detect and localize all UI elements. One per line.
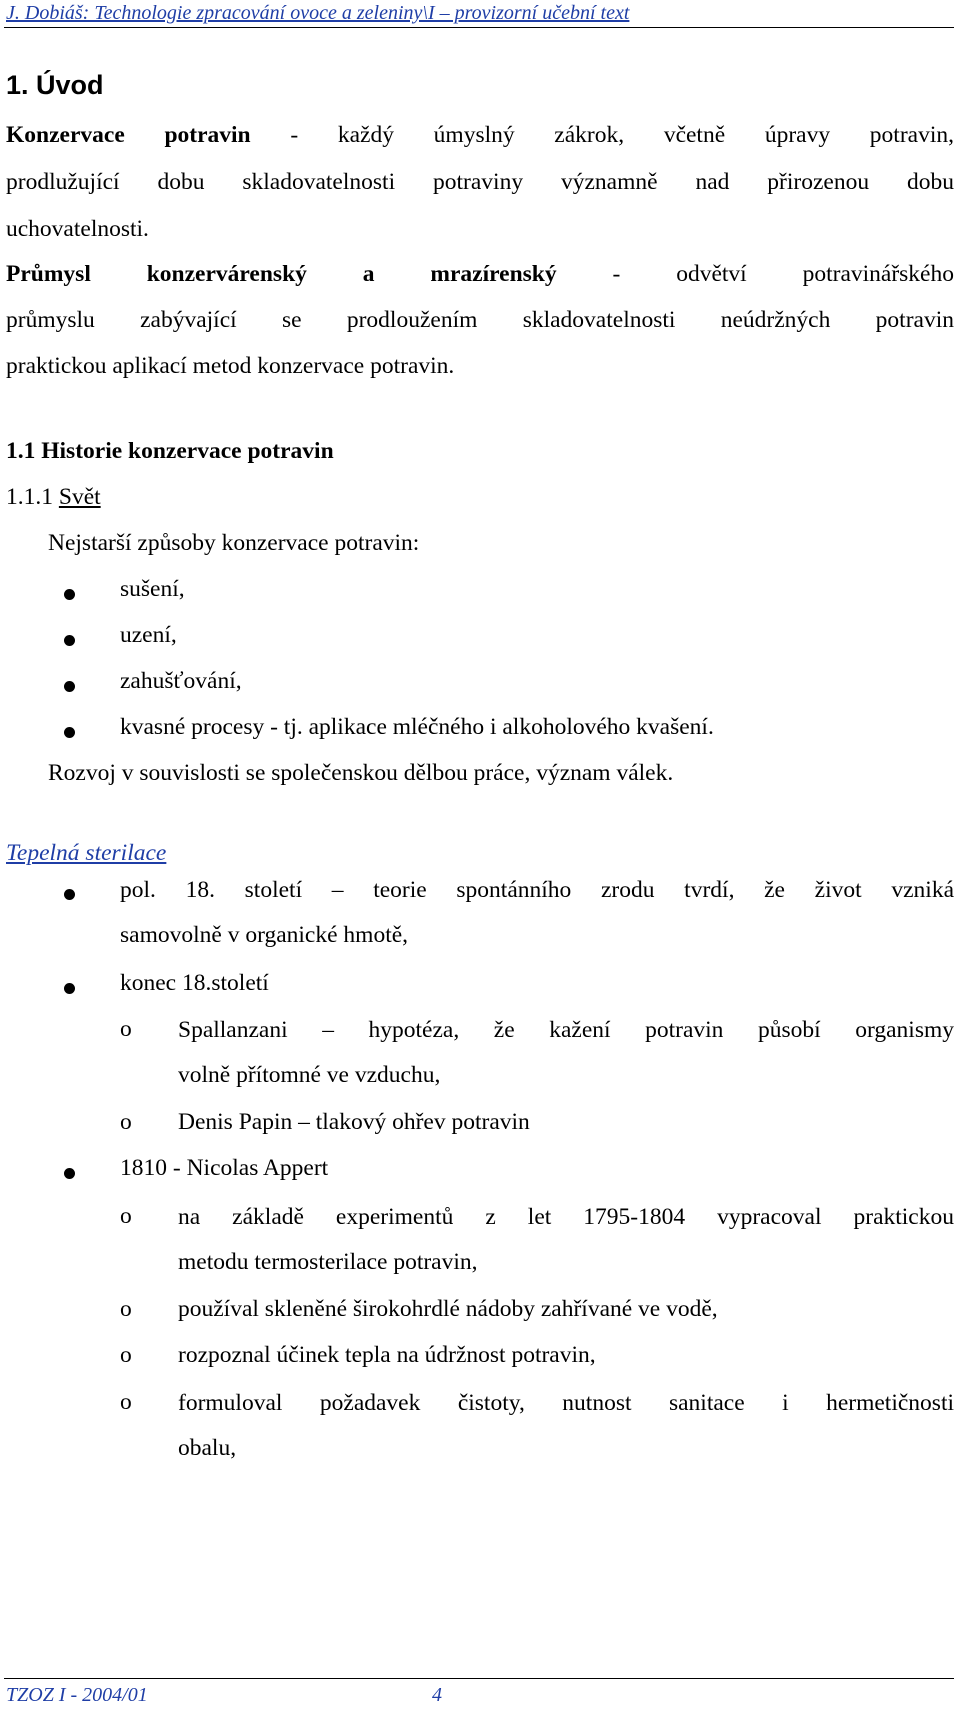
paragraph-line: průmyslu zabývající se prodloužením skladovatelnosti neúdržných potravin <box>6 307 954 333</box>
term-konzervace: Konzervace potravin <box>6 122 251 148</box>
sub-item-appert: rozpoznal účinek tepla na údržnost potravin, <box>178 1342 596 1368</box>
paragraph-text: - každý úmyslný zákrok, včetně úpravy potravin, <box>250 122 954 148</box>
bullet-icon <box>64 983 75 994</box>
thermal-item-cont: samovolně v organické hmotě, <box>120 922 409 948</box>
method-item: uzení, <box>120 622 177 648</box>
subsection-title: Svět <box>58 484 101 510</box>
sub-bullet-icon: o <box>120 1342 132 1368</box>
paragraph-line: praktickou aplikací metod konzervace potravin. <box>6 353 455 379</box>
sub-bullet-icon: o <box>120 1389 132 1415</box>
method-item: sušení, <box>120 576 185 602</box>
footer-rule <box>4 1678 954 1679</box>
sub-item-appert: na základě experimentů z let 1795-1804 vypracoval praktickou <box>178 1204 954 1230</box>
section-heading-historie: 1.1 Historie konzervace potravin <box>6 438 334 464</box>
bullet-icon <box>64 681 75 692</box>
sub-item-papin: Denis Papin – tlakový ohřev potravin <box>178 1109 530 1135</box>
method-item: kvasné procesy - tj. aplikace mléčného i alkoholového kvašení. <box>120 714 714 740</box>
paragraph-text: - odvětví potravinářského <box>556 261 954 287</box>
paragraph-line <box>6 113 954 159</box>
bullet-icon <box>64 727 75 738</box>
sub-bullet-icon: o <box>120 1109 132 1135</box>
sub-item-spallanzani: Spallanzani – hypotéza, že kažení potravin působí organismy <box>178 1017 954 1043</box>
thermal-item: konec 18.století <box>120 970 269 996</box>
running-header: J. Dobiáš: Technologie zpracování ovoce a zeleniny\I – provizorní učební text <box>6 2 630 24</box>
sub-item-appert-cont: obalu, <box>178 1435 237 1461</box>
bullet-icon <box>64 1168 75 1179</box>
sub-bullet-icon: o <box>120 1296 132 1322</box>
methods-intro: Nejstarší způsoby konzervace potravin: <box>48 530 420 556</box>
sub-item-appert-cont: metodu termosterilace potravin, <box>178 1249 478 1275</box>
sub-item-appert: formuloval požadavek čistoty, nutnost sanitace i hermetičnosti <box>178 1390 954 1416</box>
sub-item-spallanzani-cont: volně přítomné ve vzduchu, <box>178 1062 441 1088</box>
subsection-number: 1.1.1 <box>6 484 59 510</box>
paragraph-line: prodlužující dobu skladovatelnosti potraviny významně nad přirozenou dobu <box>6 169 954 195</box>
bullet-icon <box>64 635 75 646</box>
header-rule <box>4 27 954 28</box>
thermal-item: 1810 - Nicolas Appert <box>120 1155 329 1181</box>
development-note: Rozvoj v souvislosti se společenskou dělbou práce, význam válek. <box>48 760 674 786</box>
thermal-heading: Tepelná sterilace <box>6 840 167 866</box>
thermal-item: pol. 18. století – teorie spontánního zrodu tvrdí, že život vzniká <box>120 877 954 903</box>
sub-bullet-icon: o <box>120 1203 132 1229</box>
sub-item-appert: používal skleněné širokohrdlé nádoby zahřívané ve vodě, <box>178 1296 718 1322</box>
paragraph-line: uchovatelnosti. <box>6 216 149 242</box>
term-prumysl: Průmysl konzervárenský a mrazírenský <box>6 261 557 287</box>
sub-bullet-icon: o <box>120 1016 132 1042</box>
page-number: 4 <box>432 1684 442 1706</box>
footer-course: TZOZ I - 2004/01 <box>6 1684 148 1706</box>
subsection-heading-svet <box>6 484 101 511</box>
section-heading-uvod: 1. Úvod <box>6 70 104 100</box>
paragraph-line <box>6 252 954 298</box>
bullet-icon <box>64 889 75 900</box>
bullet-icon <box>64 589 75 600</box>
method-item: zahušťování, <box>120 668 242 694</box>
